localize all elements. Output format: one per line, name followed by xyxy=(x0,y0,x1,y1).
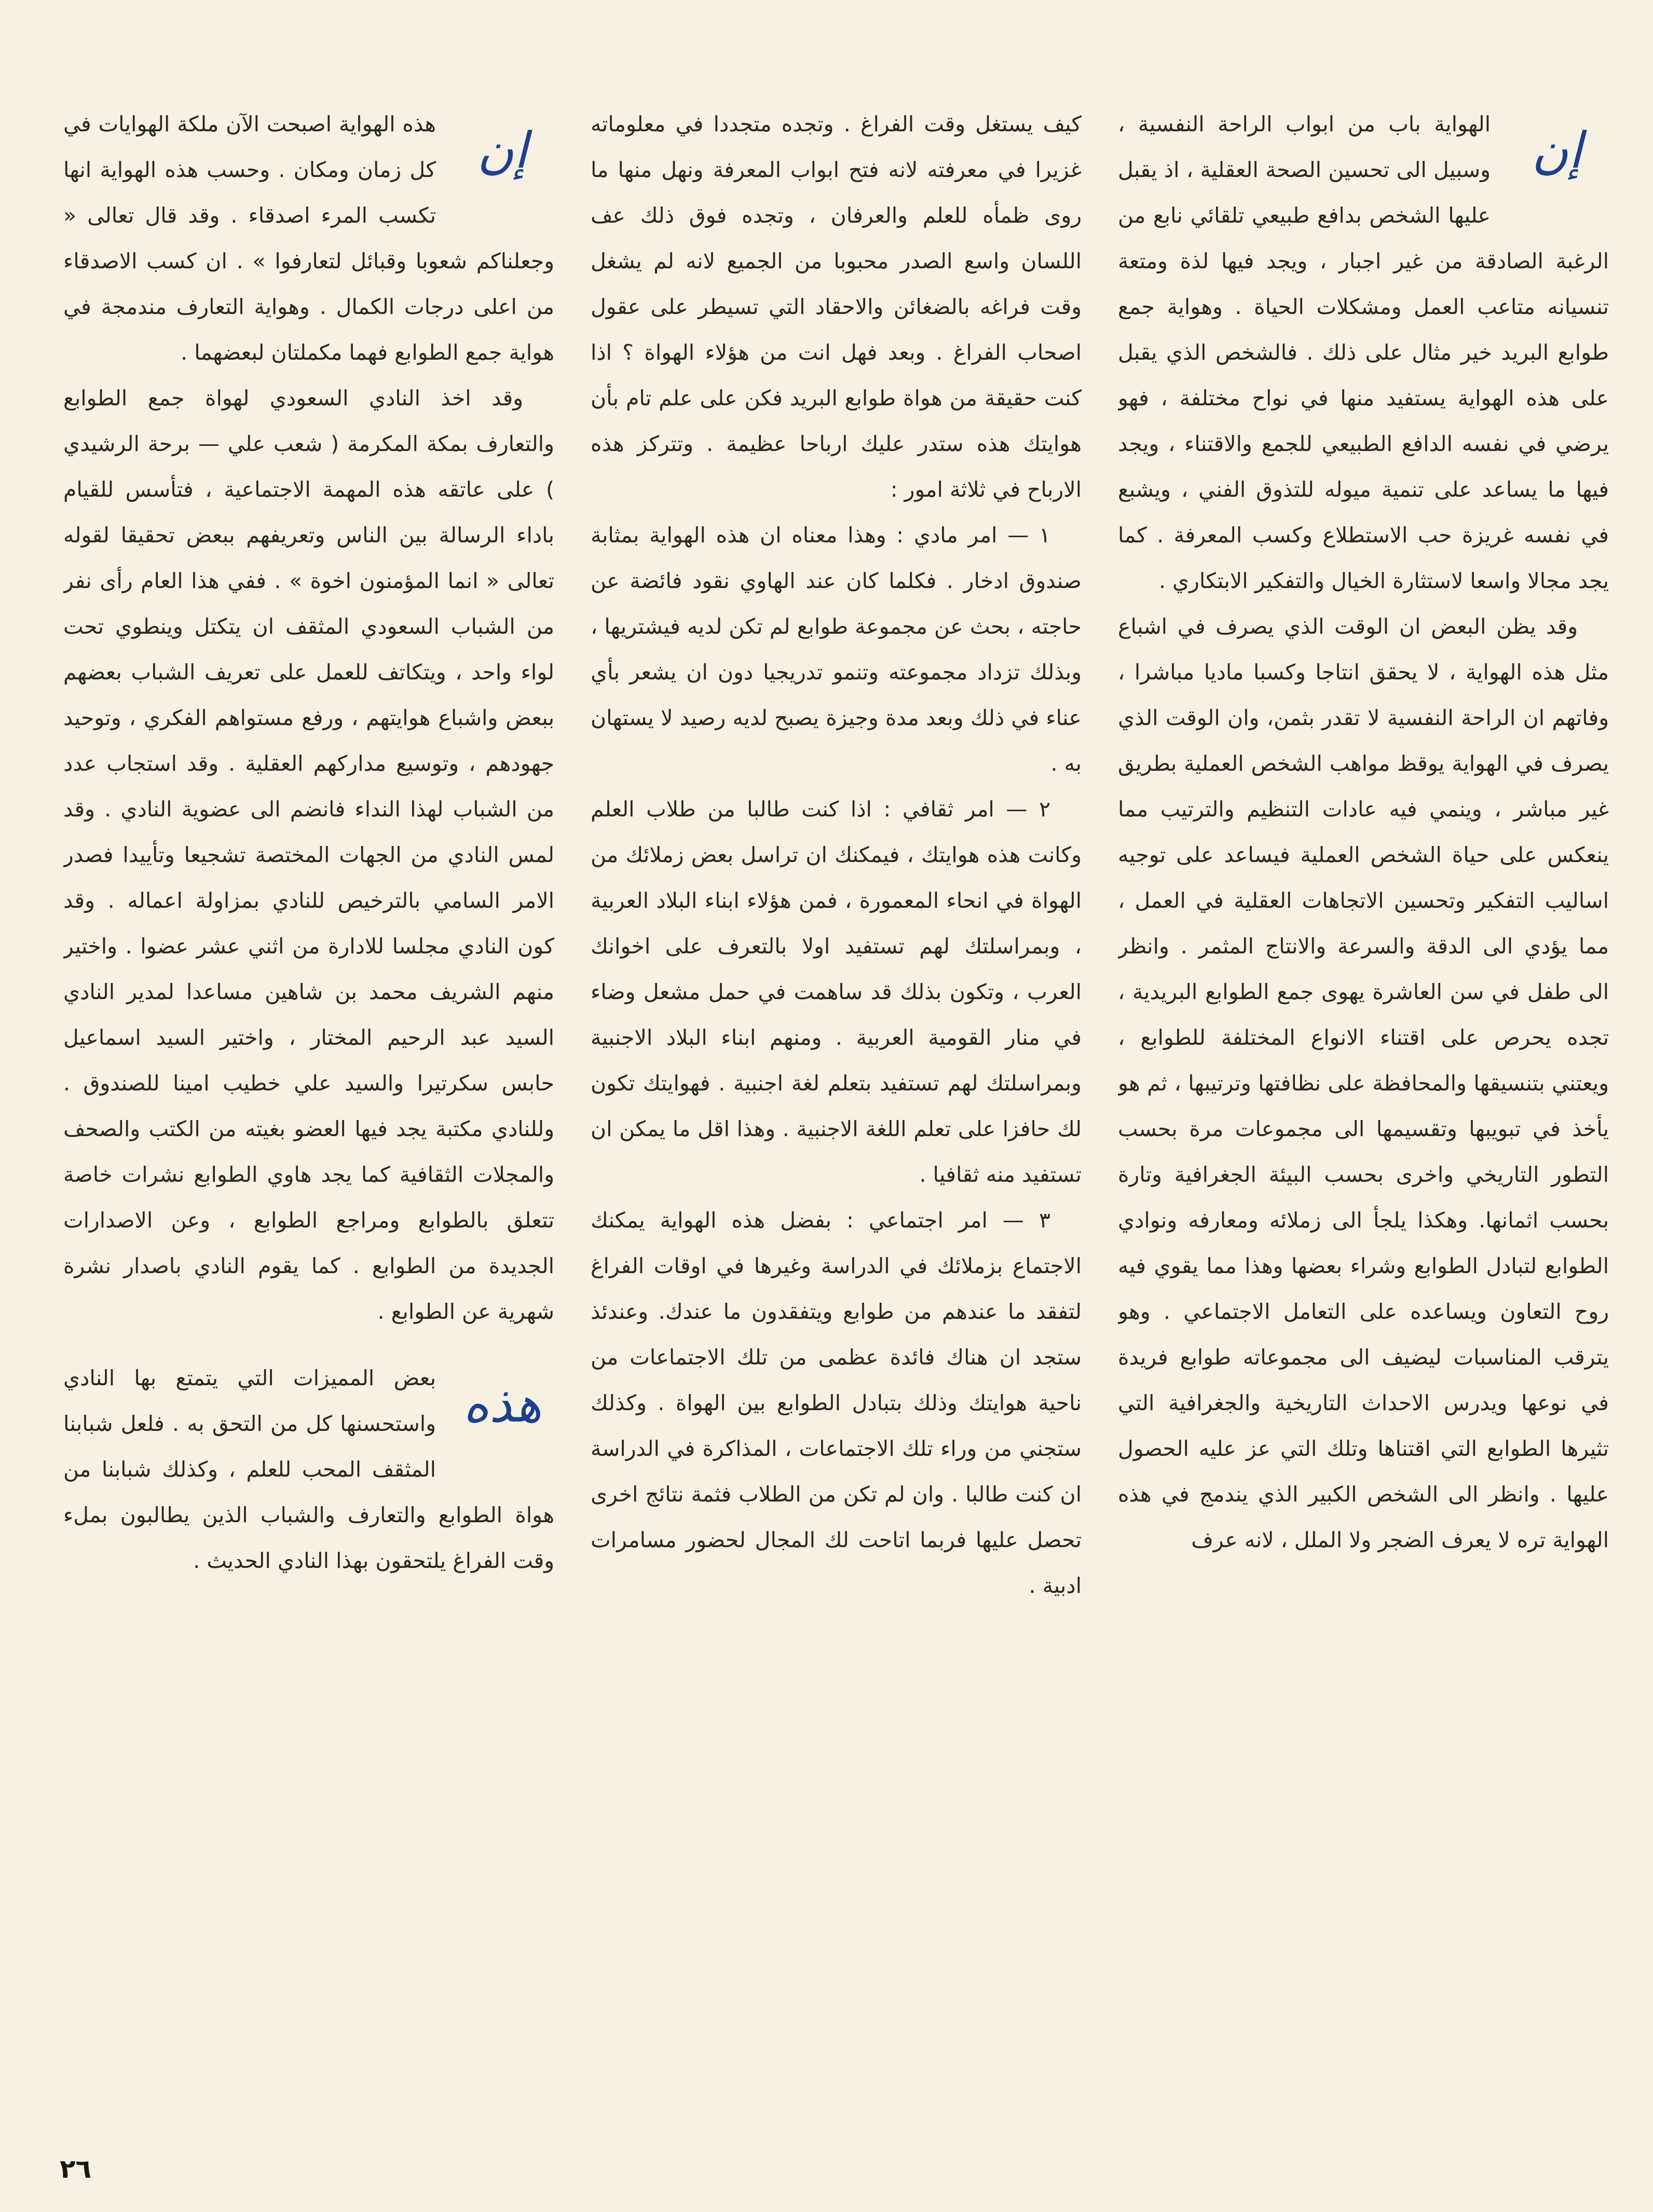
section-spacer xyxy=(63,1334,554,1355)
paragraph: هذه الهواية اصبحت الآن ملكة الهوايات في كل زمان ومكان . وحسب هذه الهواية انها تكسب المرء اصدقاء . وقد قال تعالى « وجعلناكم شعوبا وقبائل لتعارفوا » . ان كسب الاصدقاء من اعلى درجات الكمال . وهواية التعارف مندمجة في هواية جمع الطوابع فهما مكملتان لبعضهما . xyxy=(63,112,554,365)
paragraph: ٣ — امر اجتماعي : بفضل هذه الهواية يمكنك الاجتماع بزملائك في الدراسة وغيرها في اوقات الفراغ لتفقد ما عندهم من طوابع ويتفقدون ما عندك. وعندئذ ستجد ان هناك فائدة عظمى من تلك الاجتماعات من ناحية هوايتك وذلك بتبادل الطوابع بين الهواة . وكذلك ستجني من وراء تلك الاجتماعات ، المذاكرة في الدراسة ان كنت طالبا . وان لم تكن من الطلاب فثمة نتائج اخرى تحصل عليها فربما اتاحت لك المجال لحضور مسامرات ادبية . xyxy=(591,1208,1082,1598)
decorative-initial: هذه xyxy=(463,1375,542,1433)
paragraph: ١ — امر مادي : وهذا معناه ان هذه الهواية بمثابة صندوق ادخار . فكلما كان عند الهاوي نقود فائضة عن حاجته ، بحث عن مجموعة طوابع لم تكن لديه فيشتريها ، وبذلك تزداد مجموعته وتنمو تدريجيا دون ان يشعر بأي عناء في ذلك وبعد مدة وجيزة يصبح لديه رصيد لا يستهان به . xyxy=(591,523,1082,776)
paragraph: بعض المميزات التي يتمتع بها النادي واستحسنها كل من التحق به . فلعل شبابنا المثقف المحب للعلم ، وكذلك شبابنا من هواة الطوابع والتعارف والشباب الذين يطالبون بملء وقت الفراغ يلتحقون بهذا النادي الحديث . xyxy=(63,1366,554,1573)
paragraph: وقد اخذ النادي السعودي لهواة جمع الطوابع والتعارف بمكة المكرمة ( شعب علي — برحة الرشيدي ) على عاتقه هذه المهمة الاجتماعية ، فتأسس للقيام باداء الرسالة بين الناس وتعريفهم ببعض تحقيقا لقوله تعالى « انما المؤمنون اخوة » . ففي هذا العام رأى نفر من الشباب السعودي المثقف ان يتكتل وينطوي تحت لواء واحد ، ويتكاتف للعمل على تعريف الشباب بعضهم ببعض واشباع هوايتهم ، ورفع مستواهم الفكري ، وتوحيد جهودهم ، وتوسيع مداركهم العقلية . وقد استجاب عدد من الشباب لهذا النداء فانضم الى عضوية النادي . وقد لمس النادي من الجهات المختصة تشجيعا وتأييدا فصدر الامر السامي بالترخيص للنادي بمزاولة اعماله . وقد كون النادي مجلسا للادارة من اثني عشر عضوا . واختير منهم الشريف محمد بن شاهين مساعدا لمدير النادي السيد عبد الرحيم المختار ، واختير السيد اسماعيل حابس سكرتيرا والسيد علي خطيب امينا للصندوق . وللنادي مكتبة يجد فيها العضو بغيته من الكتب والصحف والمجلات الثقافية كما يجد هاوي الطوابع نشرات خاصة تتعلق بالطوابع ومراجع الطوابع ، وعن الاصدارات الجديدة من الطوابع . كما يقوم النادي باصدار نشرة شهرية عن الطوابع . xyxy=(63,386,554,1324)
column-right xyxy=(1118,101,1609,2115)
decorative-initial: إن xyxy=(477,121,528,180)
page-number: ٢٦ xyxy=(60,2154,92,2184)
column-left xyxy=(63,101,554,2115)
magazine-page xyxy=(62,101,1609,2115)
paragraph: وقد يظن البعض ان الوقت الذي يصرف في اشباع مثل هذه الهواية ، لا يحقق انتاجا وكسبا ماديا مباشرا ، وفاتهم ان الراحة النفسية لا تقدر بثمن، وان الوقت الذي يصرف في الهواية يوقظ مواهب الشخص العملية بطريق غير مباشر ، وينمي فيه عادات التنظيم والترتيب مما ينعكس على حياة الشخص العملية فيساعد على توجيه اساليب التفكير وتحسين الاتجاهات العقلية في العمل ، مما يؤدي الى الدقة والسرعة والانتاج المثمر . وانظر الى طفل في سن العاشرة يهوى جمع الطوابع البريدية ، تجده يحرص على اقتناء الانواع المختلفة للطوابع ، ويعتني بتنسيقها والمحافظة على نظافتها وترتيبها ، ثم هو يأخذ في تبويبها وتقسيمها الى مجموعات مرة بحسب التطور التاريخي واخرى بحسب البيئة الجغرافية وتارة بحسب اثمانها. وهكذا يلجأ الى زملائه ومعارفه ونوادي الطوابع لتبادل الطوابع وشراء بعضها وهذا مما يقوي فيه روح التعاون ويساعده على التعامل الاجتماعي . وهو يترقب المناسبات ليضيف الى مجموعاته طوابع فريدة في نوعها ويدرس الاحداث التاريخية والجغرافية التي تثيرها الطوابع التي اقتناها وتلك التي عز عليه الحصول عليها . وانظر الى الشخص الكبير الذي يندمج في هذه الهواية تره لا يعرف الضجر ولا الملل ، لانه عرف xyxy=(1118,614,1609,1552)
column-middle xyxy=(591,101,1082,2115)
paragraph: ٢ — امر ثقافي : اذا كنت طالبا من طلاب العلم وكانت هذه هوايتك ، فيمكنك ان تراسل بعض زملائك من الهواة في انحاء المعمورة ، فمن هؤلاء ابناء البلاد العربية ، وبمراسلتك لهم تستفيد اولا بالتعرف على اخوانك العرب ، وتكون بذلك قد ساهمت في حمل مشعل وضاء في منار القومية العربية . ومنهم ابناء البلاد الاجنبية وبمراسلتك لهم تستفيد بتعلم لغة اجنبية . فهوايتك تكون لك حافزا على تعلم اللغة الاجنبية . وهذا اقل ما يمكن ان تستفيد منه ثقافيا . xyxy=(591,797,1082,1187)
paragraph: الهواية باب من ابواب الراحة النفسية ، وسبيل الى تحسين الصحة العقلية ، اذ يقبل عليها الشخص بدافع طبيعي تلقائي نابع من الرغبة الصادقة من غير اجبار ، ويجد فيها لذة ومتعة تنسيانه متاعب العمل ومشكلات الحياة . وهواية جمع طوابع البريد خير مثال على ذلك . فالشخص الذي يقبل على هذه الهواية يستفيد منها في نواح مختلفة ، فهو يرضي في نفسه الدافع الطبيعي للجمع والاقتناء ، ويجد فيها ما يساعد على تنمية ميوله للتذوق الفني ، ويشبع في نفسه غريزة حب الاستطلاع وكسب المعرفة . كما يجد مجالا واسعا لاستثارة الخيال والتفكير الابتكاري . xyxy=(1118,112,1609,593)
paragraph: كيف يستغل وقت الفراغ . وتجده متجددا في معلوماته غزيرا في معرفته لانه فتح ابواب المعرفة ونهل منها ما روى ظمأه للعلم والعرفان ، وتجده فوق ذلك عف اللسان واسع الصدر محبوبا من الجميع لانه لم يشغل وقت فراغه بالضغائن والاحقاد التي تسيطر على عقول اصحاب الفراغ . وبعد فهل انت من هؤلاء الهواة ؟ اذا كنت حقيقة من هواة طوابع البريد فكن على علم تام بأن هوايتك هذه ستدر عليك ارباحا عظيمة . وتتركز هذه الارباح في ثلاثة امور : xyxy=(591,112,1082,502)
decorative-initial: إن xyxy=(1532,121,1582,180)
